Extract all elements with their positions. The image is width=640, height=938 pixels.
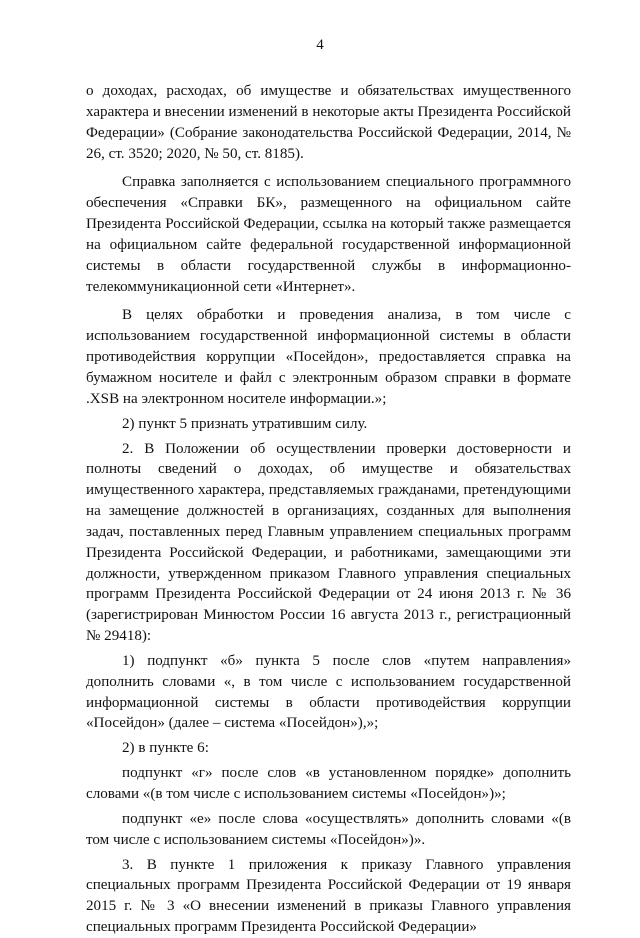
page-number: 4	[316, 37, 324, 53]
paragraph-subpoint-e: подпункт «е» после слова «осуществлять» дополнить словами «(в том числе с использованием системы «Посейдон»)».	[86, 810, 571, 848]
paragraph-subitem-2: 2) в пункте 6:	[122, 740, 209, 757]
document-body	[86, 81, 571, 938]
paragraph-item-2-repeal: 2) пункт 5 признать утратившим силу.	[122, 415, 368, 432]
paragraph-section-3: 3. В пункте 1 приложения к приказу Главного управления специальных программ Президента Российской Федерации от 19 января 2015 г. № 3 «О внесении изменений в приказы Главного управления специальных программ Президента Российской Федерации»	[86, 856, 571, 936]
paragraph-section-2: 2. В Положении об осуществлении проверки достоверности и полноты сведений о доходах, об имуществе и обязательствах имущественного характера, представляемых гражданами, претендующими на замещение должностей в организациях, созданных для выполнения задач, поставленных перед Главным управлением специальных программ Президента Российской Федерации, и работниками, замещающими эти должности, утвержденном приказом Главного управления специальных программ Президента Российской Федерации от 24 июня 2013 г. № 36 (зарегистрирован Минюстом России 16 августа 2013 г., регистрационный № 29418):	[86, 440, 571, 645]
paragraph-continuation: о доходах, расходах, об имуществе и обязательствах имущественного характера и внесении изменений в некоторые акты Президента Российской Федерации» (Собрание законодательства Российской Федерации, 2014, № 26, ст. 3520; 2020, № 50, ст. 8185).	[86, 83, 571, 162]
paragraph-subpoint-g: подпункт «г» после слов «в установленном порядке» дополнить словами «(в том числе с использованием системы «Посейдон»)»;	[86, 765, 571, 802]
paragraph-subitem-1: 1) подпункт «б» пункта 5 после слов «путем направления» дополнить словами «, в том числе с использованием государственной информационной системы в области противодействия коррупции «Посейдон» (далее – система «Посейдон»),»;	[86, 652, 571, 732]
paragraph-poseidon-analysis: В целях обработки и проведения анализа, в том числе с использованием государственной информационной системы в области противодействия коррупции «Посейдон», предоставляется справка на бумажном носителе и файл с электронным образом справки в формате .XSB на электронном носителе информации.»;	[86, 307, 571, 407]
paragraph-spravki-bk: Справка заполняется с использованием специального программного обеспечения «Справки БК», размещенного на официальном сайте Президента Российской Федерации, ссылка на который также размещается на официальном сайте федеральной государственной информационной системы в области государственной службы в информационно-телекоммуникационной сети «Интернет».	[86, 174, 571, 295]
